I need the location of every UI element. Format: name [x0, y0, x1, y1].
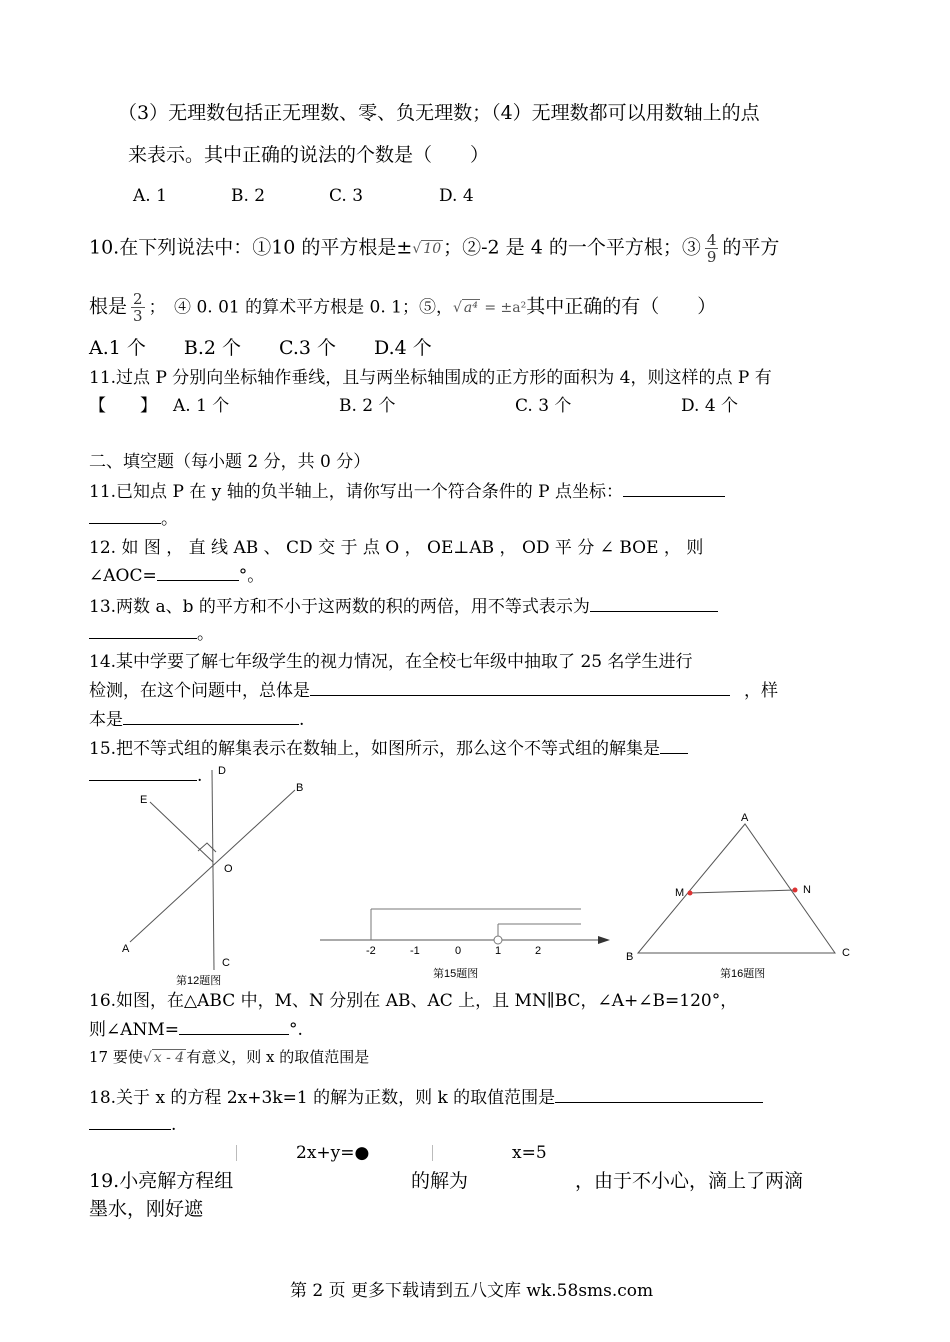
- q10-part2: ；②-2 是 4 的一个平方根；③: [443, 236, 701, 259]
- line-oe: [150, 802, 213, 862]
- q14-line3a: 本是: [89, 710, 123, 730]
- label-c: C: [222, 957, 230, 969]
- brace-mark: [432, 1145, 433, 1161]
- q9-option-a: A. 1: [133, 186, 167, 206]
- q18-line1: [89, 1084, 763, 1111]
- q10-line2: [89, 291, 716, 324]
- label-b: B: [296, 782, 304, 794]
- tick-label: 0: [455, 945, 462, 957]
- q10-part1: 10.在下列说法中：①10 的平方根是±: [89, 236, 413, 259]
- q17-part1: 17 要使: [89, 1048, 143, 1066]
- tick-label: -1: [410, 945, 420, 957]
- segment-mn: [690, 890, 795, 893]
- tick-label: 1: [495, 945, 502, 957]
- figure-15-caption: 第15题图: [433, 968, 479, 980]
- q14-line3: [89, 706, 304, 733]
- figure-15: [315, 900, 615, 985]
- q18-line2: [89, 1111, 176, 1138]
- q19-part3: ，由于不小心，滴上了两滴: [575, 1170, 804, 1192]
- q10-options: A.1 个 B.2 个 C.3 个 D.4 个: [89, 337, 432, 359]
- q12-line2b: °。: [238, 566, 265, 586]
- sqrt-a4: √ a⁴ = ±a²: [452, 299, 527, 316]
- answer-blank[interactable]: [89, 505, 161, 524]
- q12-line2a: ∠AOC=: [89, 566, 157, 586]
- q10-part3: 的平方: [722, 236, 780, 259]
- page-footer: 第 2 页 更多下载请到五八文库 wk.58sms.com: [290, 1281, 654, 1301]
- q10-rad-rest: = ±a²: [484, 299, 527, 316]
- q16-line2: [89, 1016, 303, 1043]
- q11a-line2: [89, 393, 739, 419]
- tick-label: -2: [366, 945, 376, 957]
- q11a-option-a: A. 1 个: [173, 396, 230, 416]
- q12-line2: [89, 562, 264, 589]
- label-c: C: [842, 947, 850, 959]
- label-o: O: [224, 863, 233, 875]
- q13-text: 13.两数 a、b 的平方和不小于这两数的积的两倍，用不等式表示为: [89, 597, 590, 617]
- q16-line1: 16.如图，在△ABC 中，M、N 分别在 AB、AC 上，且 MN∥BC，∠A+∠B=120°，: [89, 991, 738, 1011]
- answer-blank[interactable]: [89, 1111, 171, 1130]
- label-a: A: [741, 812, 749, 824]
- point-m: [688, 891, 693, 896]
- q16-line2b: °.: [289, 1020, 303, 1040]
- q13-line2: [89, 620, 214, 647]
- q18-end: .: [171, 1115, 177, 1135]
- point-n: [793, 888, 798, 893]
- q10-rad-content: a⁴: [463, 299, 478, 316]
- answer-blank[interactable]: [179, 1016, 289, 1035]
- q9-line2: 来表示。其中正确的说法的个数是（ ）: [128, 144, 490, 166]
- line-cd: [212, 770, 214, 970]
- answer-blank[interactable]: [623, 478, 725, 497]
- q15-line1: [89, 735, 688, 762]
- brace-mark: [236, 1145, 237, 1161]
- q14-line2a: 检测，在这个问题中，总体是: [89, 681, 310, 701]
- q17-line: [89, 1044, 369, 1071]
- label-e: E: [140, 794, 148, 806]
- q11a-option-d: D. 4 个: [681, 396, 739, 416]
- sqrt-x-4: √ x - 4: [142, 1050, 185, 1066]
- fraction-denominator: 3: [133, 307, 143, 325]
- fraction-2-3: [131, 291, 145, 324]
- q11b-text: 11.已知点 P 在 y 轴的负半轴上，请你写出一个符合条件的 P 点坐标：: [89, 482, 623, 502]
- q11b-line1: [89, 478, 725, 505]
- tick-label: 2: [535, 945, 542, 957]
- answer-blank[interactable]: [157, 562, 239, 581]
- q11a-option-c: C. 3 个: [515, 396, 572, 416]
- q9-option-b: B. 2: [231, 186, 266, 206]
- figure-12-caption: 第12题图: [176, 975, 222, 987]
- answer-blank[interactable]: [123, 706, 299, 725]
- fraction-denominator: 9: [706, 248, 717, 266]
- answer-blank[interactable]: [310, 677, 730, 696]
- q9-options: [133, 183, 474, 209]
- q11a-bracket: 【 】: [89, 396, 157, 416]
- q18-text: 18.关于 x 的方程 2x+3k=1 的解为正数，则 k 的取值范围是: [89, 1088, 556, 1108]
- q15-end: .: [197, 766, 203, 786]
- figure-12: [110, 760, 320, 990]
- q15-text: 15.把不等式组的解集表示在数轴上，如图所示，那么这个不等式组的解集是: [89, 739, 661, 759]
- answer-blank[interactable]: [89, 620, 197, 639]
- q19-part2: 的解为: [411, 1170, 469, 1192]
- q14-line2: [89, 677, 778, 704]
- q9-option-c: C. 3: [329, 186, 364, 206]
- q10-part5: ； ④ 0. 01 的算术平方根是 0. 1；⑤，: [148, 297, 453, 318]
- q10-line1: [89, 232, 779, 265]
- figure-16: [620, 810, 860, 985]
- q13-end: 。: [197, 624, 214, 644]
- q13-line1: [89, 593, 718, 620]
- q9-option-d: D. 4: [439, 186, 474, 206]
- section2-title: 二、填空题（每小题 2 分，共 0 分）: [89, 452, 371, 472]
- label-a: A: [122, 943, 130, 955]
- q19-eq1: 2x+y=●: [296, 1143, 370, 1163]
- fraction-numerator: 2: [133, 290, 143, 308]
- q19-line1: [89, 1168, 804, 1194]
- label-b: B: [626, 951, 634, 963]
- answer-blank[interactable]: [555, 1084, 763, 1103]
- fraction-numerator: 4: [706, 231, 717, 249]
- q10-part6: 其中正确的有（ ）: [526, 295, 717, 318]
- q14-line1: 14.某中学要了解七年级学生的视力情况，在全校七年级中抽取了 25 名学生进行: [89, 652, 693, 672]
- axis-arrow: [598, 936, 610, 944]
- q11b-end: 。: [161, 509, 178, 529]
- q10-part4: 根是: [89, 295, 128, 318]
- q19-sol: x=5: [512, 1143, 547, 1163]
- q14-line3b: .: [299, 710, 305, 730]
- q17-rad: x - 4: [153, 1050, 185, 1066]
- label-n: N: [803, 884, 811, 896]
- q19-line2: 墨水，刚好遮: [89, 1198, 204, 1220]
- q9-line1: （3）无理数包括正无理数、零、负无理数；（4）无理数都可以用数轴上的点: [118, 102, 760, 124]
- q14-line2b: ，样: [744, 681, 778, 701]
- fraction-4-9: [705, 232, 719, 265]
- answer-blank[interactable]: [590, 593, 718, 612]
- q19-part1: 19.小亮解方程组: [89, 1170, 234, 1192]
- sqrt-symbol: √ 10: [412, 240, 442, 257]
- answer-blank[interactable]: [660, 735, 688, 754]
- q11b-line2: [89, 505, 178, 532]
- q17-part2: 有意义，则 x 的取值范围是: [186, 1048, 370, 1066]
- label-m: M: [675, 887, 685, 899]
- figure-16-caption: 第16题图: [720, 968, 766, 980]
- q11a-option-b: B. 2 个: [339, 396, 396, 416]
- q11a-line1: 11.过点 P 分别向坐标轴作垂线，且与两坐标轴围成的正方形的面积为 4，则这样的点 P 有: [89, 368, 772, 388]
- q16-line2a: 则∠ANM=: [89, 1020, 180, 1040]
- q10-sqrt10: 10: [423, 240, 442, 257]
- open-circle: [494, 936, 502, 944]
- q12-line1: 12. 如 图 ， 直 线 AB 、 CD 交 于 点 O ， OE⊥AB ， OD 平 分 ∠ BOE ， 则: [89, 538, 704, 558]
- label-d: D: [218, 765, 226, 777]
